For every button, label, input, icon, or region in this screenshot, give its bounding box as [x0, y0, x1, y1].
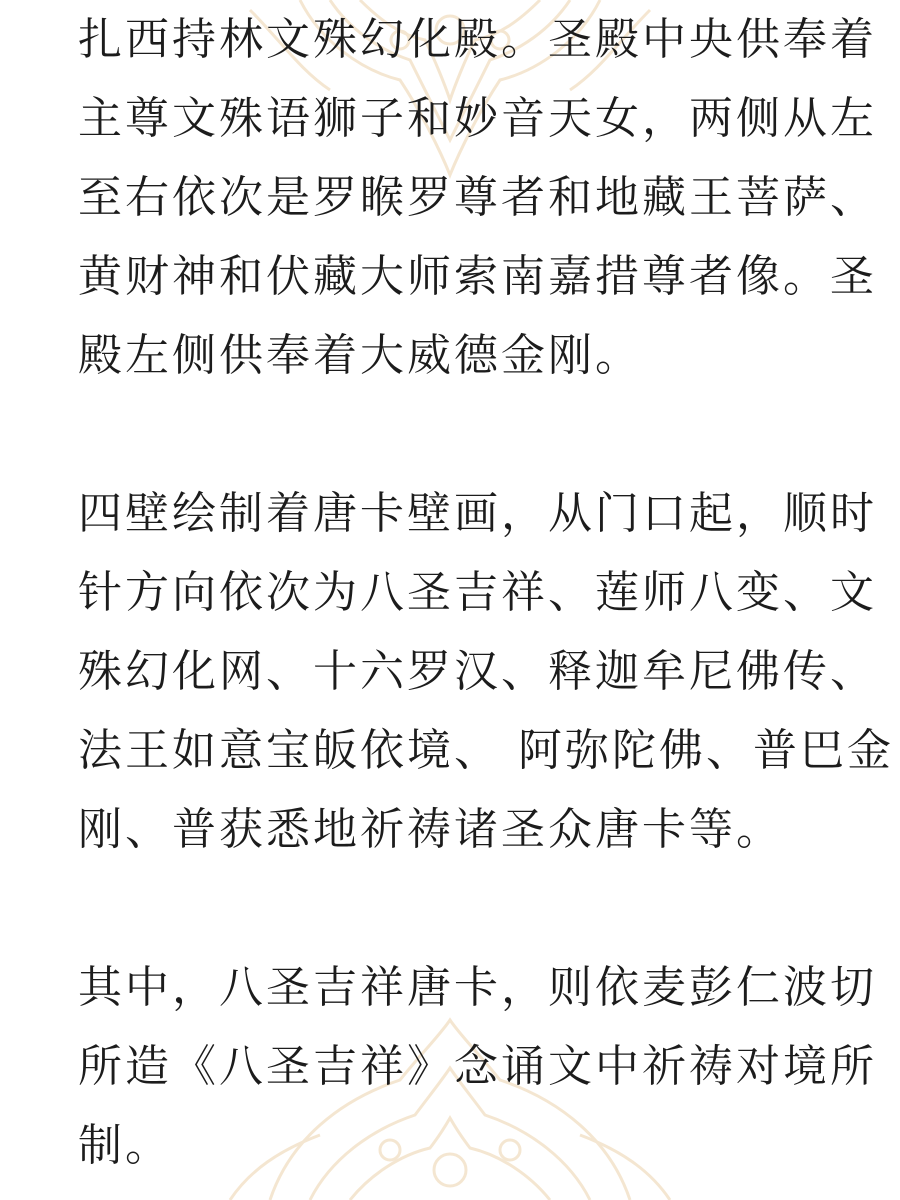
text-line: 黄财神和伏藏大师索南嘉措尊者像。圣	[78, 251, 877, 302]
text-line: 制。	[78, 1120, 172, 1171]
text-line: 其中，八圣吉祥唐卡，则依麦彭仁波切	[78, 962, 877, 1013]
paragraph-1	[78, 0, 877, 395]
text-line: 四壁绘制着唐卡壁画，从门口起，顺时	[78, 488, 877, 539]
text-line: 主尊文殊语狮子和妙音天女，两侧从左	[78, 93, 877, 144]
paragraph-2	[78, 474, 894, 869]
text-line: 法王如意宝皈依境、 阿弥陀佛、普巴金	[78, 725, 894, 776]
paragraph-3	[78, 948, 877, 1185]
paragraph-spacer	[78, 395, 828, 474]
text-line: 殊幻化网、十六罗汉、释迦牟尼佛传、	[78, 646, 877, 697]
text-line: 扎西持林文殊幻化殿。圣殿中央供奉着	[78, 14, 877, 65]
paragraph-spacer	[78, 869, 828, 948]
text-line: 殿左侧供奉着大威德金刚。	[78, 330, 642, 381]
text-line: 针方向依次为八圣吉祥、莲师八变、文	[78, 567, 877, 618]
text-line: 所造《八圣吉祥》念诵文中祈祷对境所	[78, 1041, 877, 1092]
text-line: 至右依次是罗睺罗尊者和地藏王菩萨、	[78, 172, 877, 223]
text-line: 刚、普获悉地祈祷诸圣众唐卡等。	[78, 804, 783, 855]
article-body	[78, 0, 894, 1185]
